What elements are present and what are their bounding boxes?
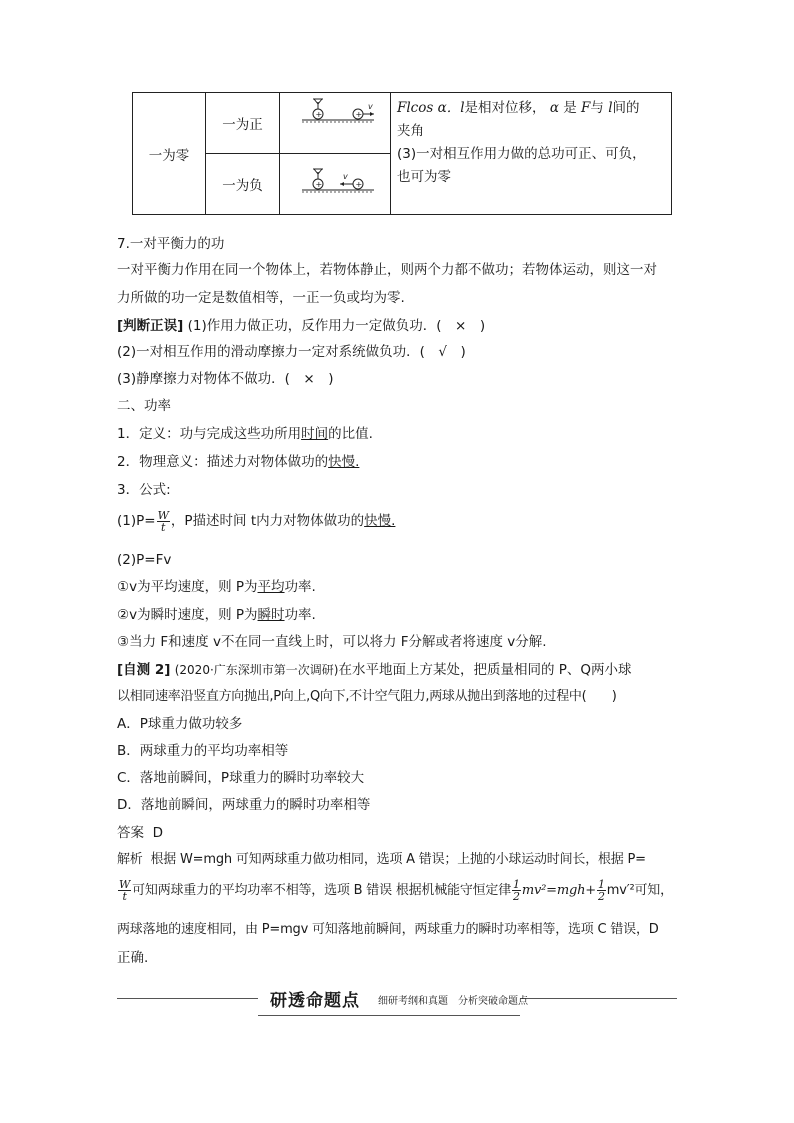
analysis-frac-num: W [119,878,131,891]
row1-label: 一为正 [222,117,263,133]
analysis-label: 解析 [117,852,143,867]
c1-underline: 平均 [257,579,285,595]
analysis-fraction [118,879,131,902]
judge-item3: (3)静摩擦力对物体不做功．( × ) [117,371,334,387]
row2-figure [280,154,390,210]
support-right [318,169,322,174]
judge-item2: (2)一对相互作用的滑动摩擦力一定对系统做负功．( √ ) [117,344,466,360]
judge-item1: (1)作用力做正功，反作用力一定做负功．( × ) [187,318,486,334]
analysis-line4: 正确. [117,950,149,966]
f1-den: t [161,520,166,534]
support-right [318,99,322,104]
note-text2: 是 [563,100,577,116]
banner-subtitle: 细研考纲和真题 分析突破命题点 [378,996,528,1007]
half1-num: 1 [513,878,520,891]
power-case1 [117,577,316,597]
note-text4: 间的 [612,100,640,116]
c2-underline: 瞬时 [257,607,285,623]
note-line2: 夹角 [397,123,424,139]
def-underline: 时间 [301,426,329,442]
power-meaning [117,452,359,472]
analysis-line3: 两球落地的速度相同，由 P=mgv 可知落地前瞬间，两球重力的瞬时功率相等，选项 C 错误，D [117,922,659,937]
question-source: (2020·广东深圳市第一次调研) [174,663,339,677]
row-header-label: 一为零 [148,147,190,164]
analysis-frac-den: t [122,890,127,903]
half2-den: 2 [597,890,605,903]
power-definition [117,424,373,444]
note-F: F [581,100,591,116]
c2-prefix: ②v为瞬时速度，则 P为 [117,607,258,623]
judge-tag: [判断正误] [117,318,184,334]
answer-value: D [152,825,163,841]
half1-den: 2 [513,890,520,903]
velocity-label: v [343,172,348,181]
row2-label-cell [206,154,280,215]
power-case3: ③当力 F和速度 v不在同一直线上时，可以将力 F分解或者将速度 v分解. [117,634,547,650]
f1-num: W [157,508,169,522]
answer-label: 答案 [117,825,144,841]
analysis-text2: 可知两球重力的平均功率不相等，选项 B 错误 根据机械能守恒定律 [132,883,512,898]
note-text1: 是相对位移， [464,100,546,116]
note-l: l [608,100,613,116]
support-left [314,99,318,104]
row2-figure-cell [280,154,391,215]
row1-figure-cell [280,93,391,154]
velocity-arrowhead [340,182,344,186]
row-header-cell [133,93,206,215]
power-case2 [117,605,316,625]
f1-prefix: (1)P= [117,513,156,529]
velocity-label: v [368,102,373,111]
c1-prefix: ①v为平均速度，则 P为 [117,579,258,595]
analysis-line1 [117,850,646,870]
ball-left-sign: + [315,110,323,119]
power-formula1 [117,508,395,534]
row1-figure [280,93,390,149]
work-sign-table [132,92,672,215]
ball-right-sign: + [355,180,363,189]
def-prefix: 1．定义：功与完成这些功所用 [117,426,302,442]
question-tag: [自测 2] [117,662,171,678]
half-fraction-1 [512,879,521,902]
note-line3: (3)一对相互作用力做的总功可正、可负， [397,146,646,162]
option-c: C．落地前瞬间，P球重力的瞬时功率较大 [117,770,365,786]
f1-fraction [157,510,170,533]
note-text3: 与 [590,100,604,116]
section7-para-line1: 一对平衡力作用在同一个物体上，若物体静止，则两个力都不做功；若物体运动，则这一对 [117,262,657,278]
note-formula: Flcos α．l [397,100,465,116]
section7-heading: 7.一对平衡力的功 [117,236,225,252]
c1-suffix: 功率. [284,579,316,595]
option-a: A．P球重力做功较多 [117,716,243,732]
banner-rule-left [117,998,258,999]
section7-para-line2: 力所做的功一定是数值相等，一正一负或均为零. [117,290,405,306]
question-stem1: 在水平地面上方某处，把质量相同的 P、Q两小球 [338,662,632,678]
banner-rule-right [520,998,677,999]
velocity-arrowhead [370,112,374,116]
note-line4: 也可为零 [397,169,451,185]
def-suffix: 的比值. [328,426,373,442]
row1-label-cell [206,93,280,154]
support-left [314,169,318,174]
row2-label: 一为负 [222,178,263,194]
option-d: D．落地前瞬间，两球重力的瞬时功率相等 [117,797,371,813]
analysis-text1: 根据 W=mgh 可知两球重力做功相同，选项 A 错误；上抛的小球运动时间长，根据 P= [150,852,646,867]
question-stem-line2: 以相同速率沿竖直方向抛出,P向上,Q向下,不计空气阻力,两球从抛出到落地的过程中( ) [117,689,617,704]
answer-line [117,823,163,843]
meaning-prefix: 2．物理意义：描述力对物体做功的 [117,454,329,470]
half-fraction-2 [597,879,606,902]
judge-item1-line [117,316,485,336]
c2-suffix: 功率. [284,607,316,623]
analysis-eq1: mv²=mgh+ [521,883,596,898]
banner-title: 研透命题点 [270,991,360,1011]
analysis-line2 [117,876,673,906]
f1-text: ，P描述时间 t内力对物体做功的 [170,513,365,529]
ball-right-sign: + [355,110,363,119]
half2-num: 1 [597,878,605,891]
power-formula-heading: 3．公式: [117,482,171,498]
meaning-underline: 快慢. [328,454,360,470]
note-line1 [397,97,665,120]
note-cell [391,93,672,215]
question-stem-line1 [117,660,632,680]
analysis-eq2: mv′²可知， [606,883,673,898]
power-heading: 二、功率 [117,398,171,414]
note-alpha: α [549,100,559,116]
ball-left-sign: + [315,180,323,189]
f1-underline: 快慢. [364,513,396,529]
option-b: B．两球重力的平均功率相等 [117,743,289,759]
power-formula2: (2)P=Fv [117,552,172,568]
